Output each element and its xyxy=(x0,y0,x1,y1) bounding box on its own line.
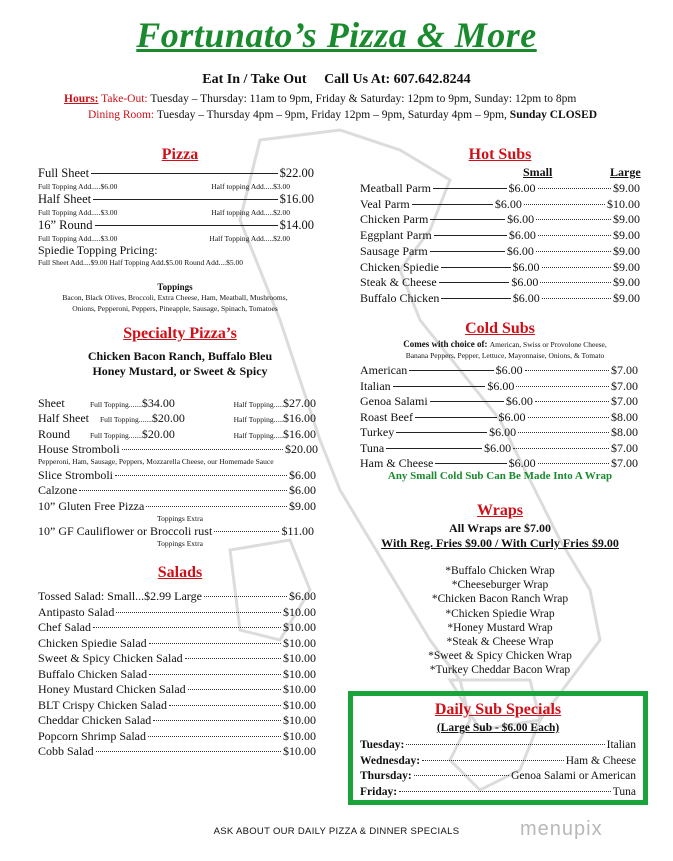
toppings-title: Toppings xyxy=(157,282,193,292)
daily-specials-subtitle: (Large Sub - $6.00 Each) xyxy=(436,722,560,734)
addon-full: Full Topping Add.....$6.00 xyxy=(38,182,118,191)
wraps-title: Wraps xyxy=(477,502,523,519)
salad-price: $6.00 xyxy=(289,589,316,603)
item-price: $11.00 xyxy=(281,524,314,538)
salad-row xyxy=(38,620,316,635)
toppings-line-1: Bacon, Black Olives, Broccoli, Extra Cheese, Ham, Meatball, Mushrooms, xyxy=(62,293,288,302)
sub-large-price: $9.00 xyxy=(613,243,640,258)
salad-row xyxy=(38,729,316,744)
salad-price: $10.00 xyxy=(283,697,316,712)
stromboli-note: Pepperoni, Ham, Sausage, Peppers, Mozzarella Cheese, our Homemade Sauce xyxy=(38,457,274,466)
menupix-watermark: menupix xyxy=(520,818,603,840)
tagline: Eat In / Take Out xyxy=(202,72,307,87)
addon-full: Full Topping Add.....$3.00 xyxy=(38,208,118,217)
salad-row xyxy=(38,682,316,697)
sub-small-price: $6.00 xyxy=(495,363,523,377)
salad-price: $10.00 xyxy=(283,666,316,681)
salad-name: Buffalo Chicken Salad xyxy=(38,666,148,681)
hot-sub-row xyxy=(360,291,640,306)
takeout-hours: Tuesday – Thursday: 11am to 9pm, Friday & Saturday: 12pm to 9pm, Sunday: 12pm to 8pm xyxy=(150,93,577,105)
addon-half: Half topping Add.....$2.00 xyxy=(211,208,290,217)
hot-sub-row xyxy=(360,212,640,227)
pizza-half-sheet xyxy=(38,192,314,207)
sub-large-price: $9.00 xyxy=(613,259,641,274)
spiedie-label: Spiedie Topping Pricing: xyxy=(38,243,158,257)
salad-row xyxy=(38,651,316,666)
slice-stromboli xyxy=(38,468,316,483)
item-price: $16.00 xyxy=(279,192,314,206)
dining-hours-line xyxy=(88,109,668,121)
salad-price: $10.00 xyxy=(283,651,316,665)
sub-large-price: $7.00 xyxy=(611,363,638,377)
calzone xyxy=(38,483,316,498)
sub-name: Veal Parm xyxy=(360,196,410,211)
sub-large-price: $7.00 xyxy=(611,394,638,408)
hot-sub-row xyxy=(360,275,640,290)
salad-row xyxy=(38,744,316,759)
wrap-item: *Chicken Bacon Ranch Wrap xyxy=(431,593,569,606)
sub-large-price: $8.00 xyxy=(611,409,638,424)
pizza-round-addons xyxy=(38,234,314,243)
sub-large-price: $9.00 xyxy=(613,181,641,195)
half-price: $16.00 xyxy=(283,427,316,441)
salad-row xyxy=(38,713,316,728)
pizza-round xyxy=(38,218,314,233)
specialty-line-1: Chicken Bacon Ranch, Buffalo Bleu xyxy=(87,349,273,363)
daily-special-row xyxy=(360,755,636,767)
salad-name: Popcorn Shrimp Salad xyxy=(38,728,146,743)
dining-label: Dining Room: xyxy=(88,109,155,121)
sub-large-price: $7.00 xyxy=(611,456,638,470)
sub-name: Steak & Cheese xyxy=(360,275,437,290)
toppings-line-2: Onions, Pepperoni, Peppers, Pineapple, Sausage, Spinach, Tomatoes xyxy=(72,304,278,313)
cold-choice-line-1 xyxy=(360,339,650,349)
item-name: Full Sheet xyxy=(38,166,90,180)
specialty-line-2: Honey Mustard, or Sweet & Spicy xyxy=(92,364,268,378)
item-name: Slice Stromboli xyxy=(38,468,113,482)
cold-sub-row xyxy=(360,379,638,394)
gluten-free-pizza xyxy=(38,499,316,514)
wrap-item: *Steak & Cheese Wrap xyxy=(446,636,554,648)
salad-name: Tossed Salad: Small...$2.99 Large xyxy=(38,589,202,603)
footer-note: ASK ABOUT OUR DAILY PIZZA & DINNER SPECIALS xyxy=(213,826,460,837)
special-day: Wednesday: xyxy=(360,754,421,767)
specialty-half-sheet xyxy=(38,411,316,426)
sub-large-price: $9.00 xyxy=(613,212,641,227)
salad-name: BLT Crispy Chicken Salad xyxy=(38,697,167,712)
item-price: $20.00 xyxy=(285,442,318,456)
wrap-item: *Turkey Cheddar Bacon Wrap xyxy=(429,664,571,677)
item-price: $6.00 xyxy=(289,483,316,497)
daily-special-row xyxy=(360,786,636,798)
specialty-sheet xyxy=(38,396,316,411)
salad-row xyxy=(38,636,316,651)
pizza-full-sheet xyxy=(38,166,314,181)
half-label: Half Topping..... xyxy=(233,431,283,440)
gluten-toppings-note: Toppings Extra xyxy=(157,514,203,523)
cold-sub-row xyxy=(360,410,638,425)
salad-row xyxy=(38,605,316,620)
specialty-round xyxy=(38,427,316,442)
special-day: Friday: xyxy=(360,785,398,798)
half-label: Half Topping..... xyxy=(233,415,283,424)
small-column-header: Small xyxy=(523,165,553,179)
half-price: $27.00 xyxy=(283,396,316,410)
sub-small-price: $6.00 xyxy=(508,181,536,195)
large-column-header: Large xyxy=(610,165,641,179)
salad-price: $10.00 xyxy=(283,713,316,727)
sub-large-price: $7.00 xyxy=(611,440,639,455)
special-item: Genoa Salami or American xyxy=(511,770,636,782)
full-price: $34.00 xyxy=(141,396,175,410)
wrap-item: *Cheeseburger Wrap xyxy=(451,579,549,592)
salad-price: $10.00 xyxy=(283,728,316,743)
wraps-fries-line: With Reg. Fries $9.00 / With Curly Fries $9.00 xyxy=(381,536,619,550)
salad-name: Chicken Spiedie Salad xyxy=(38,635,147,650)
hot-sub-row xyxy=(360,197,640,212)
sub-name: Italian xyxy=(360,378,391,393)
sub-small-price: $6.00 xyxy=(508,456,536,470)
sub-large-price: $7.00 xyxy=(611,378,638,393)
sub-name: Chicken Spiedie xyxy=(360,259,439,274)
house-stromboli xyxy=(38,442,318,457)
half-price: $16.00 xyxy=(283,411,316,425)
takeout-hours-line xyxy=(64,93,664,105)
salad-name: Cobb Salad xyxy=(38,744,94,758)
item-name: House Stromboli xyxy=(38,442,120,456)
salad-name: Honey Mustard Chicken Salad xyxy=(38,682,186,696)
takeout-label: Take-Out: xyxy=(101,93,148,105)
hot-sub-row xyxy=(360,260,640,275)
sub-name: Ham & Cheese xyxy=(360,456,434,470)
full-label: Full Topping....... xyxy=(90,400,142,409)
sub-name: Buffalo Chicken xyxy=(360,290,440,305)
special-day: Thursday: xyxy=(360,770,412,782)
hours-label: Hours: xyxy=(64,93,99,105)
daily-special-row xyxy=(360,770,636,782)
wrap-note: Any Small Cold Sub Can Be Made Into A Wrap xyxy=(387,470,613,482)
item-name: 16” Round xyxy=(38,218,93,232)
sub-small-price: $6.00 xyxy=(507,212,535,227)
cold-choice-line-2: Banana Peppers, Pepper, Lettuce, Mayonnaise, Onions, & Tomato xyxy=(405,351,605,360)
sub-small-price: $6.00 xyxy=(494,196,522,211)
pizza-full-sheet-addons xyxy=(38,182,314,191)
addon-half: Half topping Add.....$3.00 xyxy=(211,182,290,191)
hot-sub-row xyxy=(360,228,640,243)
gf-cauliflower-pizza xyxy=(38,524,314,539)
salad-price: $10.00 xyxy=(283,620,316,634)
size-name: Half Sheet xyxy=(38,411,89,425)
salad-price: $10.00 xyxy=(283,635,316,650)
sub-name: Turkey xyxy=(360,425,395,439)
sub-large-price: $9.00 xyxy=(613,290,640,305)
special-item: Ham & Cheese xyxy=(565,754,636,767)
item-price: $14.00 xyxy=(279,218,314,232)
sub-name: Meatball Parm xyxy=(360,181,431,195)
sub-name: Roast Beef xyxy=(360,409,413,424)
hot-sub-row xyxy=(360,244,640,259)
special-item: Italian xyxy=(606,739,636,751)
item-price: $6.00 xyxy=(289,468,316,482)
full-label: Full Topping....... xyxy=(100,415,152,424)
sub-large-price: $8.00 xyxy=(611,425,639,439)
wrap-item: *Honey Mustard Wrap xyxy=(447,621,553,634)
pizza-title: Pizza xyxy=(161,146,199,163)
item-name: Half Sheet xyxy=(38,192,92,206)
sub-small-price: $6.00 xyxy=(512,290,540,305)
item-price: $9.00 xyxy=(289,499,316,513)
full-price: $20.00 xyxy=(141,427,175,441)
size-name: Round xyxy=(38,427,71,441)
specialty-title: Specialty Pizza’s xyxy=(123,325,237,342)
salads-title: Salads xyxy=(157,564,203,581)
sub-large-price: $9.00 xyxy=(613,275,640,290)
restaurant-header xyxy=(0,14,673,56)
special-item: Tuna xyxy=(612,785,636,798)
pizza-half-sheet-addons xyxy=(38,208,314,217)
salad-price: $10.00 xyxy=(283,682,316,696)
sub-small-price: $6.00 xyxy=(487,378,515,393)
item-name: 10” GF Cauliflower or Broccoli rust xyxy=(38,524,213,538)
cold-sub-row xyxy=(360,363,638,378)
item-name: Calzone xyxy=(38,483,78,497)
sub-small-price: $6.00 xyxy=(484,440,512,455)
salad-name: Cheddar Chicken Salad xyxy=(38,713,152,727)
wrap-item: *Sweet & Spicy Chicken Wrap xyxy=(428,650,572,663)
wrap-item: *Chicken Spiedie Wrap xyxy=(445,607,555,620)
salad-name: Sweet & Spicy Chicken Salad xyxy=(38,651,183,665)
daily-specials-title: Daily Sub Specials xyxy=(434,701,562,718)
sub-name: American xyxy=(360,363,408,377)
daily-special-row xyxy=(360,739,636,751)
addon-half: Half Topping Add.....$2.00 xyxy=(209,234,290,243)
sub-name: Tuna xyxy=(360,440,385,455)
hot-sub-row xyxy=(360,181,640,196)
sub-small-price: $6.00 xyxy=(505,394,533,408)
half-label: Half Topping..... xyxy=(233,400,283,409)
salad-name: Antipasto Salad xyxy=(38,604,115,619)
hot-subs-title: Hot Subs xyxy=(468,146,532,163)
sub-small-price: $6.00 xyxy=(511,275,539,290)
wrap-item: *Buffalo Chicken Wrap xyxy=(445,565,555,577)
spiedie-pricing: Full Sheet Add....$9.00 Half Topping Add.$5.00 Round Add....$5.00 xyxy=(38,258,243,267)
cold-subs-title: Cold Subs xyxy=(465,320,535,337)
item-price: $22.00 xyxy=(279,166,314,180)
wraps-price-line: All Wraps are $7.00 xyxy=(448,521,551,535)
item-name: 10” Gluten Free Pizza xyxy=(38,499,145,513)
sub-large-price: $10.00 xyxy=(607,196,640,211)
cold-sub-row xyxy=(360,456,638,471)
special-day: Tuesday: xyxy=(360,739,405,751)
full-price: $20.00 xyxy=(151,411,185,425)
salad-price: $10.00 xyxy=(283,604,316,619)
choice-label: Comes with choice of: xyxy=(403,339,488,349)
sub-small-price: $6.00 xyxy=(512,259,540,274)
sub-name: Sausage Parm xyxy=(360,243,428,258)
cold-sub-row xyxy=(360,394,638,409)
restaurant-title: Fortunato’s Pizza & More xyxy=(136,15,537,55)
size-name: Sheet xyxy=(38,396,65,410)
salad-row xyxy=(38,698,316,713)
contact-line xyxy=(0,72,673,88)
sub-small-price: $6.00 xyxy=(498,409,526,424)
cold-sub-row xyxy=(360,425,638,440)
dining-hours: Tuesday – Thursday 4pm – 9pm, Friday 12pm – 9pm, Saturday 4pm – 9pm, xyxy=(156,109,507,121)
sub-name: Chicken Parm xyxy=(360,212,429,227)
cauli-toppings-note: Toppings Extra xyxy=(157,539,203,548)
phone-number[interactable]: Call Us At: 607.642.8244 xyxy=(324,72,471,87)
dining-closed: Sunday CLOSED xyxy=(509,109,598,121)
sub-name: Genoa Salami xyxy=(360,394,428,408)
salad-name: Chef Salad xyxy=(38,620,91,634)
cold-sub-row xyxy=(360,441,638,456)
sub-small-price: $6.00 xyxy=(506,243,534,258)
sub-name: Eggplant Parm xyxy=(360,228,432,243)
full-label: Full Topping....... xyxy=(90,431,142,440)
choice-options: American, Swiss or Provolone Cheese, xyxy=(489,340,607,349)
salad-row xyxy=(38,589,316,604)
addon-full: Full Topping Add.....$3.00 xyxy=(38,234,118,243)
sub-large-price: $9.00 xyxy=(613,228,640,243)
sub-small-price: $6.00 xyxy=(489,425,517,439)
salad-row xyxy=(38,667,316,682)
sub-small-price: $6.00 xyxy=(508,228,536,243)
salad-price: $10.00 xyxy=(283,744,316,758)
